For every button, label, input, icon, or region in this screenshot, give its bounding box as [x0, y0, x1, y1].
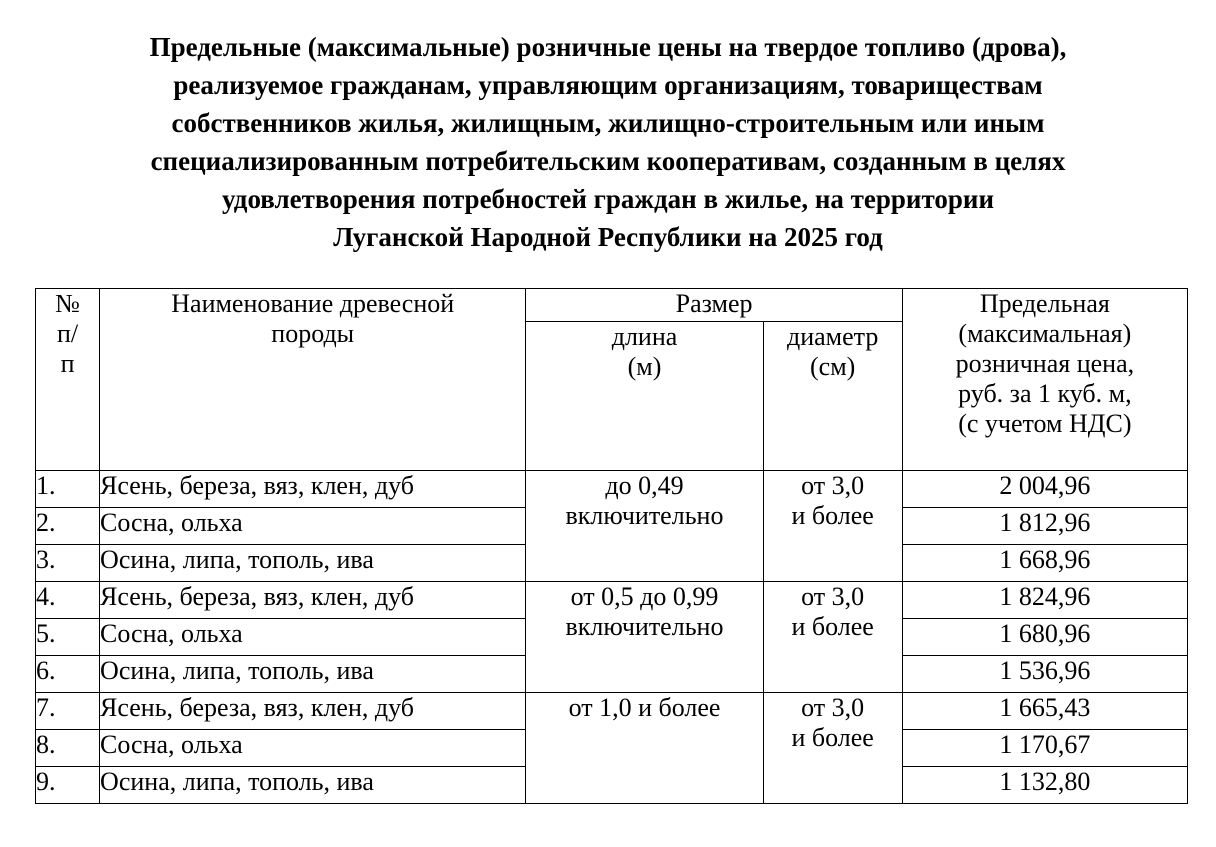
group-length: [526, 582, 763, 693]
row-price: 1 812,96: [902, 508, 1187, 545]
row-price: 1 668,96: [902, 545, 1187, 582]
row-wood-type: Сосна, ольха: [100, 508, 526, 545]
group-diameter-line: от 3,0: [801, 693, 865, 722]
header-price-line: руб. за 1 куб. м,: [958, 379, 1132, 408]
title-line: реализуемое гражданам, управляющим организациям, товариществам: [173, 70, 1043, 100]
header-number-line: п/: [56, 319, 79, 348]
header-price-line: (с учетом НДС): [958, 409, 1132, 438]
header-price-line: (максимальная): [958, 319, 1132, 348]
header-diameter-line: диаметр: [786, 322, 879, 351]
header-diameter: [763, 322, 902, 471]
document-title: [20, 28, 1196, 256]
group-length-line: до 0,49: [605, 471, 684, 500]
group-diameter-line: от 3,0: [801, 471, 865, 500]
group-length: [526, 471, 763, 582]
header-length-line: (м): [627, 352, 662, 381]
title-line: удовлетворения потребностей граждан в жилье, на территории: [221, 184, 995, 214]
group-diameter: [763, 471, 902, 582]
row-wood-type: Ясень, береза, вяз, клен, дуб: [100, 693, 526, 730]
group-diameter: [763, 693, 902, 804]
row-wood-type: Осина, липа, тополь, ива: [100, 545, 526, 582]
header-diameter-line: (см): [810, 352, 856, 381]
row-wood-type: Ясень, береза, вяз, клен, дуб: [100, 582, 526, 619]
row-number: 1.: [36, 471, 100, 508]
group-length-line: от 0,5 до 0,99: [570, 582, 719, 611]
title-line: Предельные (максимальные) розничные цены на твердое топливо (дрова),: [149, 32, 1067, 62]
header-length-line: длина: [611, 322, 678, 351]
group-length-line: включительно: [565, 501, 724, 530]
header-length: [526, 322, 763, 471]
row-price: 2 004,96: [902, 471, 1187, 508]
group-diameter-line: от 3,0: [801, 582, 865, 611]
header-size: Размер: [526, 289, 902, 322]
row-wood-type: Осина, липа, тополь, ива: [100, 767, 526, 804]
row-number: 3.: [36, 545, 100, 582]
header-number-line: №: [55, 289, 80, 318]
table-row: [36, 471, 1188, 508]
row-wood-type: Ясень, береза, вяз, клен, дуб: [100, 471, 526, 508]
row-price: 1 132,80: [902, 767, 1187, 804]
row-number: 8.: [36, 730, 100, 767]
title-line: собственников жилья, жилищным, жилищно-строительным или иным: [171, 108, 1045, 138]
row-number: 4.: [36, 582, 100, 619]
row-price: 1 536,96: [902, 656, 1187, 693]
row-wood-type: Осина, липа, тополь, ива: [100, 656, 526, 693]
group-diameter-line: и более: [791, 501, 874, 530]
row-wood-type: Сосна, ольха: [100, 619, 526, 656]
row-price: 1 665,43: [902, 693, 1187, 730]
group-diameter-line: и более: [791, 723, 874, 752]
title-line: Луганской Народной Республики на 2025 год: [333, 222, 883, 252]
header-price-line: розничная цена,: [955, 349, 1135, 378]
table-row: [36, 582, 1188, 619]
header-wood-type-line: породы: [271, 319, 355, 348]
row-number: 2.: [36, 508, 100, 545]
row-wood-type: Сосна, ольха: [100, 730, 526, 767]
row-number: 7.: [36, 693, 100, 730]
header-wood-type-line: Наименование древесной: [171, 289, 455, 318]
group-length: [526, 693, 763, 804]
price-table: [35, 288, 1188, 804]
row-price: 1 824,96: [902, 582, 1187, 619]
header-price-line: Предельная: [979, 289, 1110, 318]
row-number: 9.: [36, 767, 100, 804]
row-number: 5.: [36, 619, 100, 656]
title-line: специализированным потребительским кооперативам, созданным в целях: [150, 146, 1066, 176]
group-diameter: [763, 582, 902, 693]
group-length-line: включительно: [565, 612, 724, 641]
group-diameter-line: и более: [791, 612, 874, 641]
table-row: [36, 693, 1188, 730]
group-length-line: от 1,0 и более: [568, 693, 721, 722]
header-wood-type: [100, 289, 526, 471]
header-number-line: п: [60, 349, 75, 378]
row-price: 1 680,96: [902, 619, 1187, 656]
header-price: [902, 289, 1187, 471]
row-number: 6.: [36, 656, 100, 693]
row-price: 1 170,67: [902, 730, 1187, 767]
header-number: [36, 289, 100, 471]
